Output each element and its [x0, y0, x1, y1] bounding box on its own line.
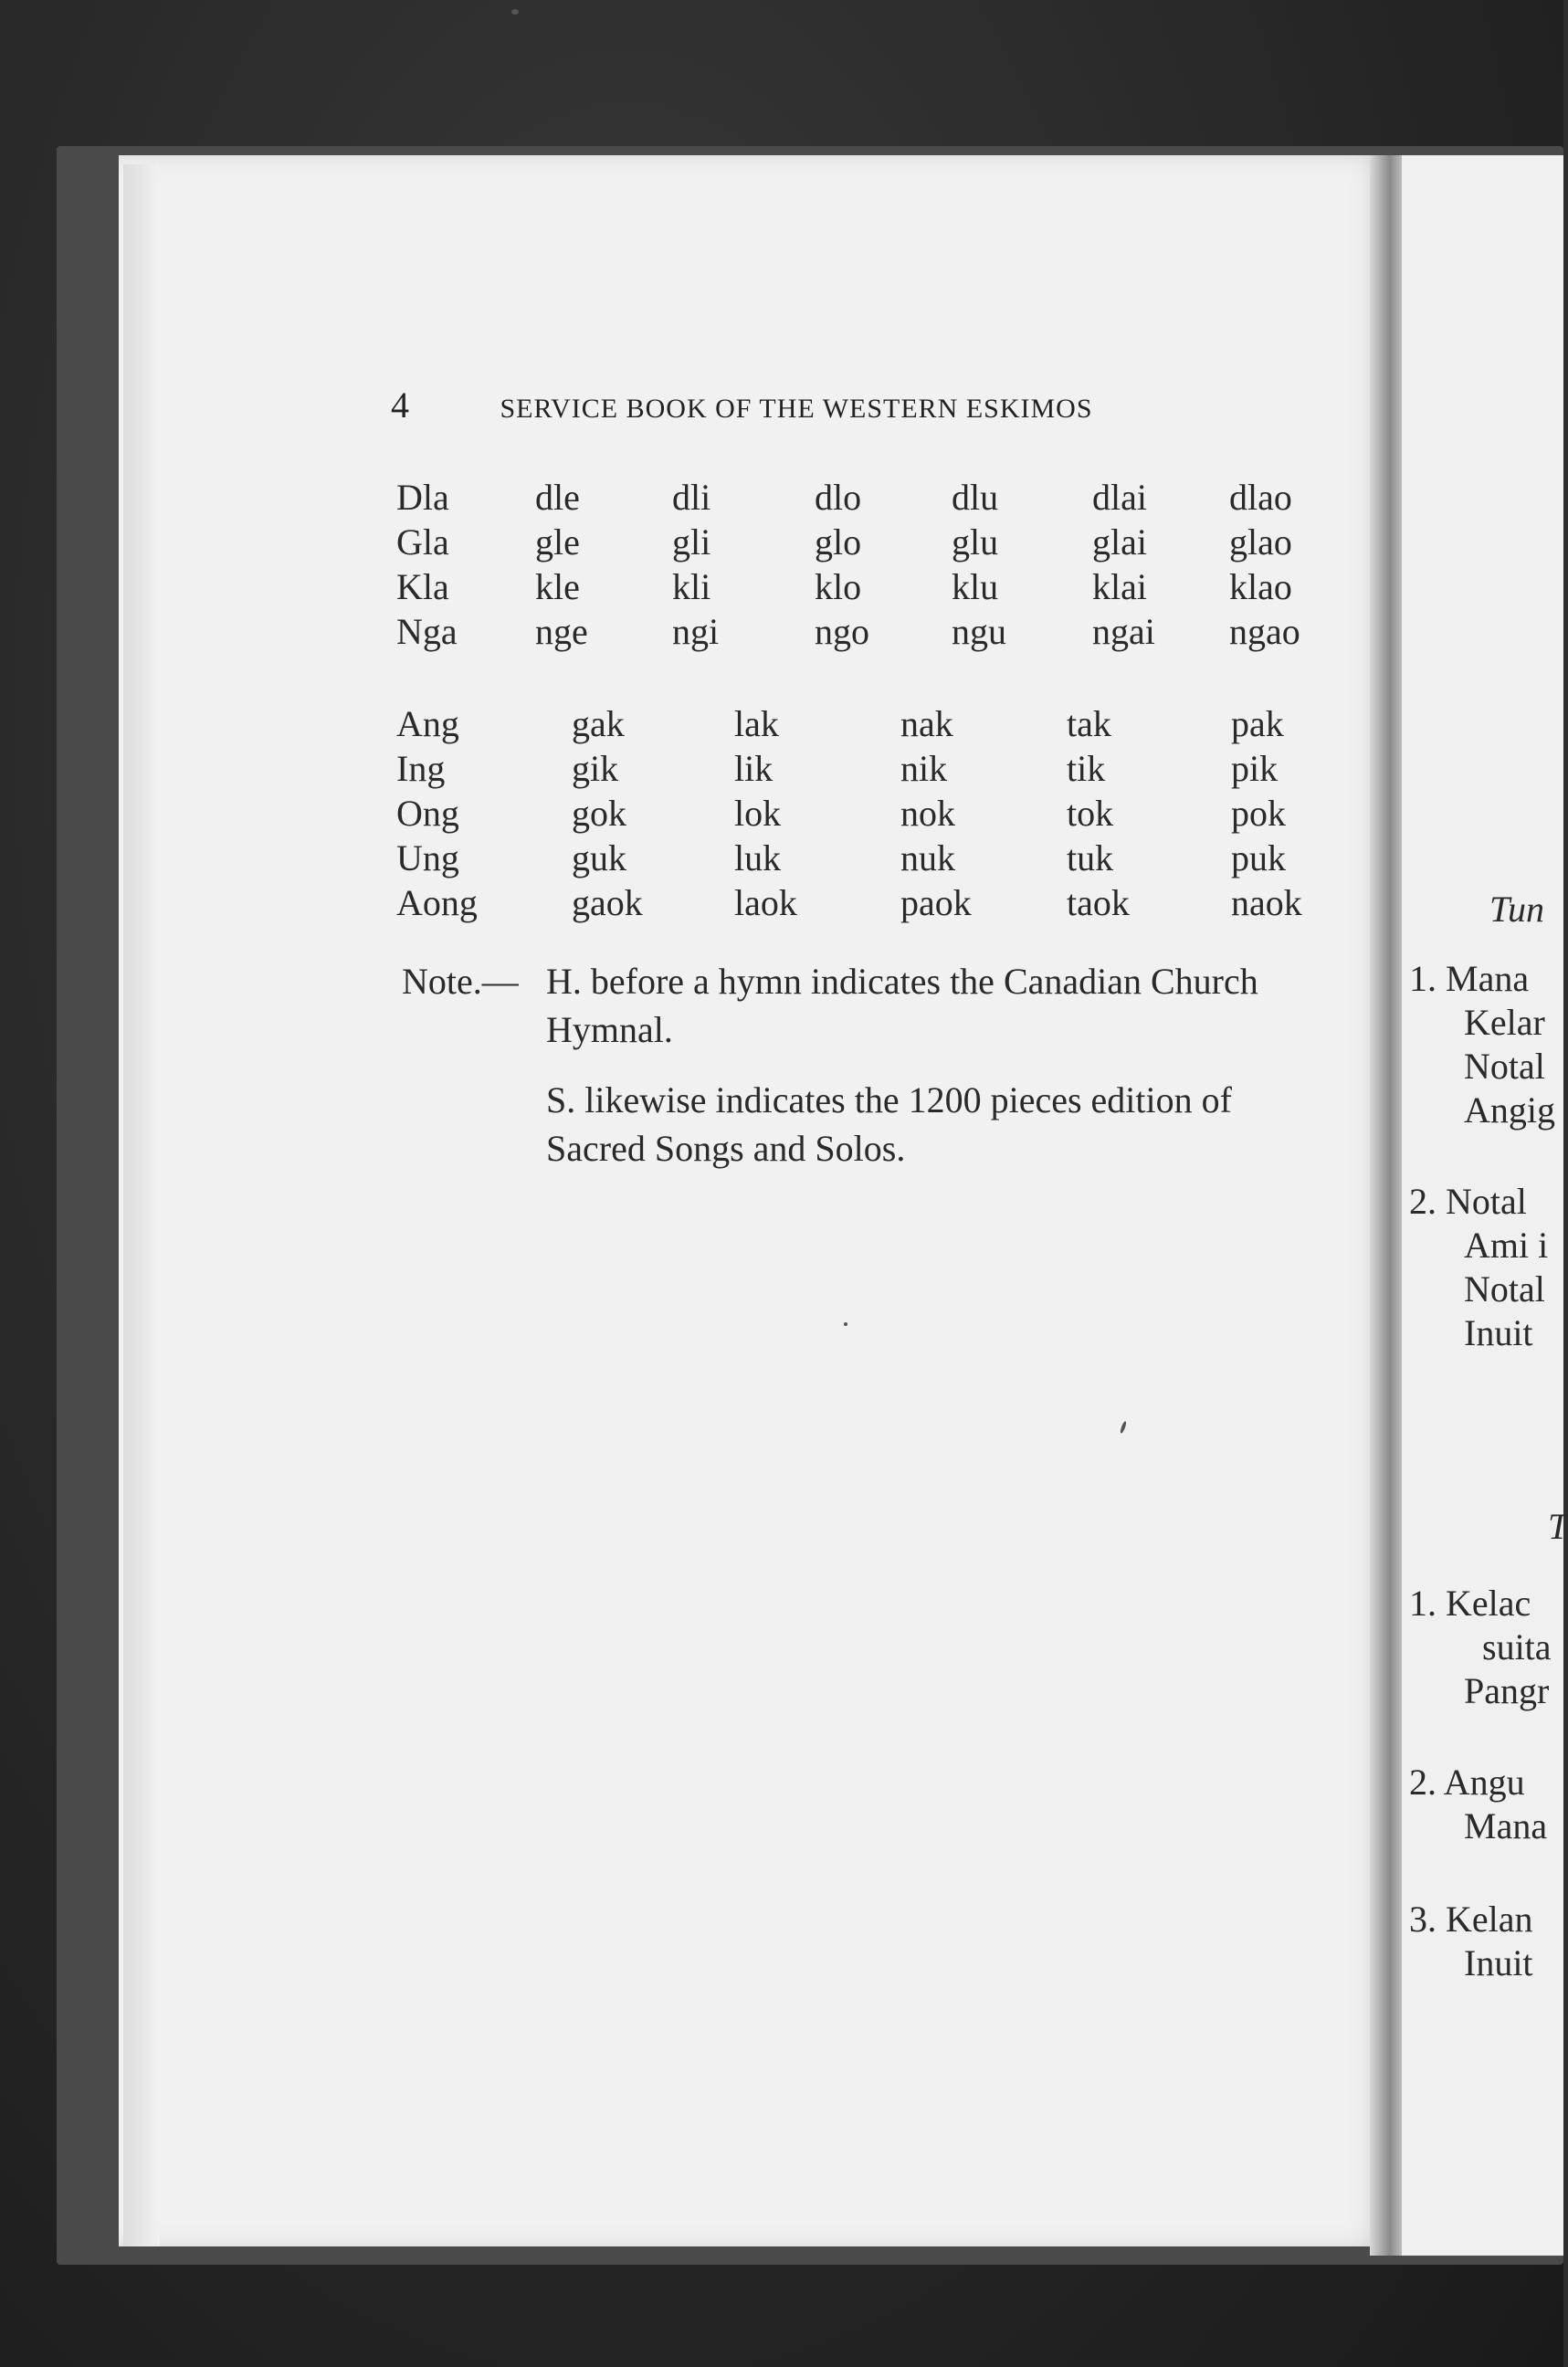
- syllable: Ang: [396, 703, 459, 744]
- syllable: Ung: [396, 837, 459, 878]
- syllable: ngao: [1229, 611, 1300, 652]
- facing-line: 3. Kelan: [1409, 1899, 1533, 1940]
- syllable: Dla: [396, 477, 449, 518]
- syllable: glu: [952, 521, 999, 563]
- syllable: pik: [1231, 748, 1279, 789]
- syllable: klu: [952, 566, 999, 607]
- syllable: glai: [1092, 521, 1147, 563]
- syllable: kle: [535, 566, 580, 607]
- book-gutter: [1370, 155, 1406, 2256]
- syllable: pok: [1231, 793, 1286, 834]
- syllable: dlao: [1229, 477, 1292, 518]
- syllable: tuk: [1067, 837, 1114, 878]
- syllable: glao: [1229, 521, 1292, 563]
- note-label: Note.—: [402, 961, 519, 1002]
- syllable: dlo: [815, 477, 862, 518]
- syllable: naok: [1231, 882, 1302, 923]
- syllable: gok: [572, 793, 626, 834]
- syllable: Gla: [396, 521, 449, 563]
- syllable: paok: [900, 882, 972, 923]
- syllable: lok: [734, 793, 782, 834]
- note-paragraph: H. before a hymn indicates the Canadian Church Hymnal.: [546, 961, 1258, 1050]
- syllable: laok: [734, 882, 797, 923]
- syllable: ngi: [672, 611, 720, 652]
- syllable: ngu: [952, 611, 1006, 652]
- facing-line: 1. Kelac: [1409, 1583, 1531, 1624]
- note-paragraph: S. likewise indicates the 1200 pieces edition of Sacred Songs and Solos.: [546, 1079, 1232, 1169]
- syllable: dli: [672, 477, 711, 518]
- facing-line: 2. Notal: [1409, 1181, 1527, 1222]
- left-page: [119, 155, 1397, 2246]
- syllable: kli: [672, 566, 711, 607]
- facing-line: Mana: [1464, 1805, 1548, 1846]
- dust-speck: [511, 9, 519, 15]
- syllable: nok: [900, 793, 955, 834]
- syllable: nak: [900, 703, 953, 744]
- facing-line: Notal: [1464, 1046, 1545, 1087]
- facing-page: [1402, 155, 1568, 2256]
- syllable: gli: [672, 521, 711, 563]
- syllable: Nga: [396, 611, 458, 652]
- syllable: tik: [1067, 748, 1106, 789]
- syllable: klai: [1092, 566, 1147, 607]
- syllable: puk: [1231, 837, 1286, 878]
- syllable: nik: [900, 748, 948, 789]
- syllable: taok: [1067, 882, 1130, 923]
- syllable: ngai: [1092, 611, 1155, 652]
- facing-heading: T: [1548, 1506, 1568, 1547]
- syllable: gik: [572, 748, 619, 789]
- syllable: glo: [815, 521, 862, 563]
- page-number: 4: [391, 384, 410, 426]
- facing-line: Inuit: [1464, 1942, 1533, 1983]
- running-title: SERVICE BOOK OF THE WESTERN ESKIMOS: [500, 394, 1093, 424]
- syllable: lik: [734, 748, 773, 789]
- syllable: Aong: [396, 882, 478, 923]
- syllable: pak: [1231, 703, 1284, 744]
- syllable: gaok: [572, 882, 643, 923]
- syllable: guk: [572, 837, 626, 878]
- running-head: [391, 384, 1213, 426]
- syllable: Kla: [396, 566, 449, 607]
- syllable: dlu: [952, 477, 999, 518]
- facing-line: suita: [1482, 1626, 1552, 1667]
- syllable: tok: [1067, 793, 1114, 834]
- syllable: nge: [535, 611, 588, 652]
- syllable: Ong: [396, 793, 459, 834]
- syllable: klo: [815, 566, 862, 607]
- facing-line: Angig: [1464, 1089, 1555, 1131]
- facing-line: 2. Angu: [1409, 1762, 1525, 1803]
- facing-line: 1. Mana: [1409, 958, 1530, 999]
- syllable: lak: [734, 703, 779, 744]
- syllable: tak: [1067, 703, 1111, 744]
- syllable: Ing: [396, 748, 446, 789]
- facing-line: Pangr: [1464, 1670, 1550, 1711]
- facing-line: Kelar: [1464, 1002, 1545, 1043]
- syllable: ngo: [815, 611, 869, 652]
- syllable: dlai: [1092, 477, 1147, 518]
- facing-line: Inuit: [1464, 1312, 1533, 1353]
- syllable: dle: [535, 477, 580, 518]
- syllable: gle: [535, 521, 580, 563]
- syllable: gak: [572, 703, 625, 744]
- syllable: luk: [734, 837, 782, 878]
- syllable: nuk: [900, 837, 955, 878]
- facing-heading: Tun: [1489, 889, 1545, 930]
- dust-speck: [844, 1322, 847, 1326]
- syllable: klao: [1229, 566, 1292, 607]
- page-edge: [123, 164, 160, 2246]
- facing-line: Notal: [1464, 1268, 1545, 1310]
- facing-line: Ami i: [1464, 1225, 1549, 1266]
